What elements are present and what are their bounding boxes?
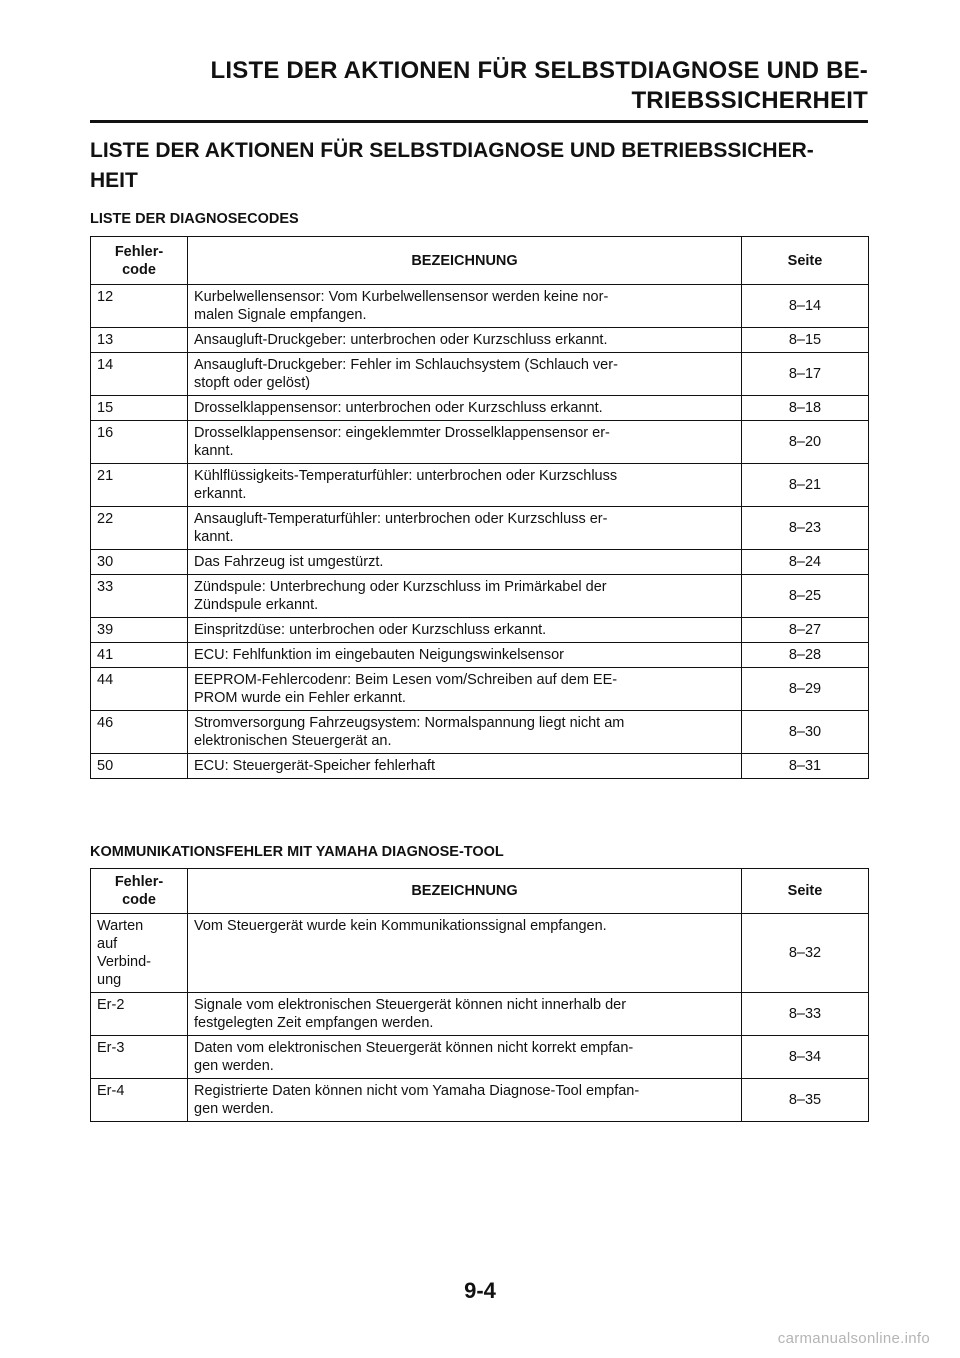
description-line: Ansaugluft-Temperaturfühler: unterbrochen oder Kurzschluss er- [194,511,608,527]
table-row [91,328,869,353]
error-code-cell: 21 [91,464,188,507]
page-ref-cell: 8–27 [742,618,869,643]
page-number: 9-4 [464,1278,496,1303]
table-row [91,618,869,643]
description-line: Zündspule erkannt. [194,597,319,613]
error-code-cell: 39 [91,618,188,643]
running-header [90,56,868,116]
error-code-cell [91,993,188,1036]
description-cell [188,1036,742,1079]
error-code-line: ung [97,972,122,988]
description-line: PROM wurde ein Fehler erkannt. [194,690,406,706]
description-cell [188,754,742,779]
error-code-cell: 13 [91,328,188,353]
page-ref-cell: 8–25 [742,575,869,618]
error-code-cell: 50 [91,754,188,779]
section-title-line1: LISTE DER AKTIONEN FÜR SELBSTDIAGNOSE UND BETRIEBSSICHER- [90,139,814,162]
description-cell [188,575,742,618]
error-code-cell: 16 [91,421,188,464]
error-code-line: auf [97,936,118,952]
description-line: Vom Steuergerät wurde kein Kommunikationssignal empfangen. [194,918,607,934]
header-code-line2: code [122,892,156,908]
description-line: elektronischen Steuergerät an. [194,733,392,749]
error-code-cell [91,914,188,993]
error-code-cell: 30 [91,550,188,575]
header-code [91,869,188,914]
error-code-line: Verbind- [97,954,152,970]
page-ref-cell: 8–15 [742,328,869,353]
description-line: Kurbelwellensensor: Vom Kurbelwellensensor werden keine nor- [194,289,609,305]
description-line: Drosselklappensensor: unterbrochen oder Kurzschluss erkannt. [194,400,603,416]
description-line: ECU: Steuergerät-Speicher fehlerhaft [194,758,435,774]
table-row [91,285,869,328]
description-line: Registrierte Daten können nicht vom Yamaha Diagnose-Tool empfan- [194,1083,640,1099]
description-cell [188,421,742,464]
page-ref-cell: 8–32 [742,914,869,993]
error-code-line: Er-2 [97,997,125,1013]
page-ref-cell: 8–14 [742,285,869,328]
watermark: carmanualsonline.info [777,1330,930,1347]
comm-error-table [90,868,869,1122]
description-cell [188,550,742,575]
table-row [91,711,869,754]
error-code-cell: 41 [91,643,188,668]
diagnose-table-caption: LISTE DER DIAGNOSECODES [90,211,299,227]
error-code-cell: 14 [91,353,188,396]
header-description: BEZEICHNUNG [188,237,742,285]
comm-table-body [91,914,869,1122]
description-line: Zündspule: Unterbrechung oder Kurzschluss im Primärkabel der [194,579,607,595]
description-cell [188,1079,742,1122]
table-row [91,993,869,1036]
header-code [91,237,188,285]
error-code-cell [91,1036,188,1079]
page-ref-cell: 8–23 [742,507,869,550]
error-code-cell: 12 [91,285,188,328]
description-line: malen Signale empfangen. [194,307,367,323]
description-line: Das Fahrzeug ist umgestürzt. [194,554,384,570]
description-line: stopft oder gelöst) [194,375,311,391]
table-row [91,507,869,550]
description-line: EEPROM-Fehlercodenr: Beim Lesen vom/Schreiben auf dem EE- [194,672,618,688]
table-row [91,1036,869,1079]
description-cell [188,711,742,754]
page-ref-cell: 8–20 [742,421,869,464]
description-cell [188,914,742,993]
table-row [91,464,869,507]
description-line: Einspritzdüse: unterbrochen oder Kurzschluss erkannt. [194,622,547,638]
error-code-cell: 46 [91,711,188,754]
description-line: erkannt. [194,486,247,502]
table-row [91,668,869,711]
description-line: Ansaugluft-Druckgeber: unterbrochen oder Kurzschluss erkannt. [194,332,608,348]
header-page: Seite [742,869,869,914]
diagnose-code-table [90,236,869,779]
description-cell [188,328,742,353]
header-page: Seite [742,237,869,285]
table-header-row [91,237,869,285]
table-row [91,421,869,464]
description-cell [188,643,742,668]
description-line: gen werden. [194,1058,274,1074]
table-row [91,353,869,396]
description-line: Ansaugluft-Druckgeber: Fehler im Schlauchsystem (Schlauch ver- [194,357,618,373]
description-cell [188,993,742,1036]
description-line: Signale vom elektronischen Steuergerät können nicht innerhalb der [194,997,627,1013]
error-code-cell: 15 [91,396,188,421]
description-cell [188,396,742,421]
table-row [91,754,869,779]
page-ref-cell: 8–28 [742,643,869,668]
table-row [91,914,869,993]
page-ref-cell: 8–17 [742,353,869,396]
error-code-cell: 44 [91,668,188,711]
description-cell [188,507,742,550]
page-ref-cell: 8–21 [742,464,869,507]
page-ref-cell: 8–35 [742,1079,869,1122]
comm-table-caption: KOMMUNIKATIONSFEHLER MIT YAMAHA DIAGNOSE-TOOL [90,844,504,860]
error-code-cell: 33 [91,575,188,618]
section-title-line2: HEIT [90,169,138,192]
header-code-line1: Fehler- [114,874,164,890]
description-line: festgelegten Zeit empfangen werden. [194,1015,434,1031]
running-header-line2: TRIEBSSICHERHEIT [631,87,868,114]
description-cell [188,464,742,507]
error-code-cell: 22 [91,507,188,550]
description-line: Daten vom elektronischen Steuergerät können nicht korrekt empfan- [194,1040,634,1056]
table-header-row [91,869,869,914]
page-ref-cell: 8–34 [742,1036,869,1079]
header-code-line2: code [122,261,156,278]
page-ref-cell: 8–18 [742,396,869,421]
description-line: Kühlflüssigkeits-Temperaturfühler: unterbrochen oder Kurzschluss [194,468,618,484]
table-row [91,1079,869,1122]
table-row [91,396,869,421]
header-code-line1: Fehler- [114,243,164,260]
error-code-line: Er-4 [97,1083,125,1099]
header-description: BEZEICHNUNG [188,869,742,914]
error-code-line: Er-3 [97,1040,125,1056]
table-row [91,575,869,618]
page-ref-cell: 8–24 [742,550,869,575]
error-code-line: Warten [97,918,144,934]
description-line: kannt. [194,443,234,459]
table-row [91,643,869,668]
page-ref-cell: 8–29 [742,668,869,711]
description-line: Stromversorgung Fahrzeugsystem: Normalspannung liegt nicht am [194,715,625,731]
page-ref-cell: 8–30 [742,711,869,754]
description-line: gen werden. [194,1101,274,1117]
running-header-line1: LISTE DER AKTIONEN FÜR SELBSTDIAGNOSE UND BE- [210,57,868,84]
description-line: kannt. [194,529,234,545]
description-cell [188,353,742,396]
header-divider [90,120,868,123]
description-cell [188,285,742,328]
error-code-cell [91,1079,188,1122]
description-cell [188,618,742,643]
section-title [90,136,868,196]
page-ref-cell: 8–31 [742,754,869,779]
description-cell [188,668,742,711]
table-row [91,550,869,575]
description-line: ECU: Fehlfunktion im eingebauten Neigungswinkelsensor [194,647,564,663]
page-ref-cell: 8–33 [742,993,869,1036]
diagnose-table-body [91,285,869,779]
description-line: Drosselklappensensor: eingeklemmter Drosselklappensensor er- [194,425,610,441]
